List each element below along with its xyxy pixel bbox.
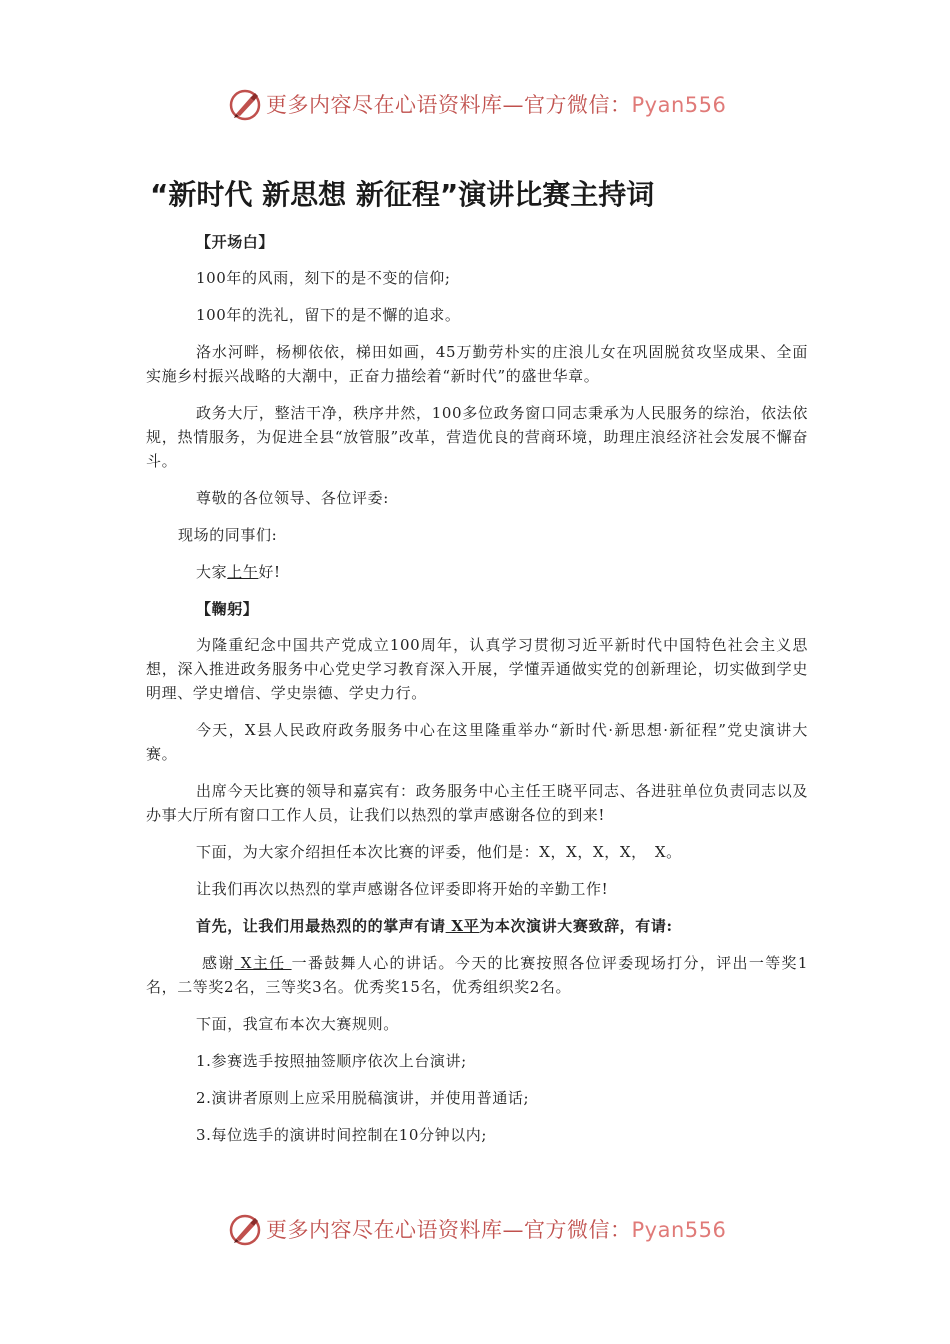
paragraph: 政务大厅，整洁干净，秩序井然，100多位政务窗口同志秉承为人民服务的综治，依法依规，热情服务，为促进全县“放管服”改革，营造优良的营商环境，助理庄浪经济社会发展不懈奋斗。 [146,404,808,470]
paragraph: 为隆重纪念中国共产党成立100周年，认真学习贯彻习近平新时代中国特色社会主义思想，深入推进政务服务中心党史学习教育深入开展，学懂弄通做实党的创新理论，切实做到学史明理、学史增信、学史崇德、学史力行。 [146,636,808,702]
document-title: “新时代 新思想 新征程”演讲比赛主持词 [150,178,655,211]
text-run: 一番鼓舞人心的讲话。今天的比赛按照各位评委现场打分，评出一等奖1名，二等奖2名，三等奖3名。优秀奖15名，优秀组织奖2名。 [146,954,809,996]
underlined-text: X平 [445,917,480,935]
paragraph-invitation [146,914,808,938]
section-heading-opening: 【开场白】 [196,233,275,251]
text-run: 大家 [196,563,228,581]
text-run: 好! [258,563,281,581]
paragraph: 尊敬的各位领导、各位评委: [196,489,389,507]
underlined-text: X主任 [234,954,292,972]
paragraph: 让我们再次以热烈的掌声感谢各位评委即将开始的辛勤工作! [196,880,609,898]
paragraph: 下面，为大家介绍担任本次比赛的评委，他们是：X，X，X，X， X。 [196,843,682,861]
paragraph: 100年的洗礼，留下的是不懈的追求。 [196,306,461,324]
paragraph: 洛水河畔，杨柳依依，梯田如画，45万勤劳朴实的庄浪儿女在巩固脱贫攻坚成果、全面实施乡村振兴战略的大潮中，正奋力描绘着“新时代”的盛世华章。 [146,343,808,385]
banner-caption: 更多内容尽在心语资料库—官方微信： [266,1218,632,1242]
section-heading-bow: 【鞠躬】 [196,600,259,618]
text-run: 首先，让我们用最热烈的的掌声有请 [196,917,446,935]
paragraph: 今天，X县人民政府政务服务中心在这里隆重举办“新时代·新思想·新征程”党史演讲大赛。 [146,721,808,763]
rule-item: 3.每位选手的演讲时间控制在10分钟以内; [196,1126,488,1144]
banner-caption: 更多内容尽在心语资料库—官方微信： [266,93,632,117]
paragraph: 下面，我宣布本次大赛规则。 [196,1015,399,1033]
pen-logo-icon [228,88,262,122]
paragraph: 出席今天比赛的领导和嘉宾有：政务服务中心主任王晓平同志、各进驻单位负责同志以及办事大厅所有窗口工作人员，让我们以热烈的掌声感谢各位的到来! [146,782,808,824]
wechat-id: Pyan556 [631,93,727,117]
rule-item: 1.参赛选手按照抽签顺序依次上台演讲; [196,1052,467,1070]
footer-banner [0,1205,950,1255]
underlined-text: 上午 [227,563,259,581]
rule-item: 2.演讲者原则上应采用脱稿演讲，并使用普通话; [196,1089,530,1107]
banner-text [266,90,726,120]
paragraph: 现场的同事们: [178,526,278,544]
pen-logo-icon [228,1213,262,1247]
paragraph-greeting [146,560,808,584]
header-banner [0,80,950,130]
document-body [146,230,808,1160]
paragraph: 100年的风雨，刻下的是不变的信仰; [196,269,451,287]
paragraph-thanks [146,951,808,999]
wechat-id: Pyan556 [631,1218,727,1242]
text-run: 为本次演讲大赛致辞，有请: [479,917,673,935]
text-run: 感谢 [202,954,235,972]
banner-text [266,1215,726,1245]
